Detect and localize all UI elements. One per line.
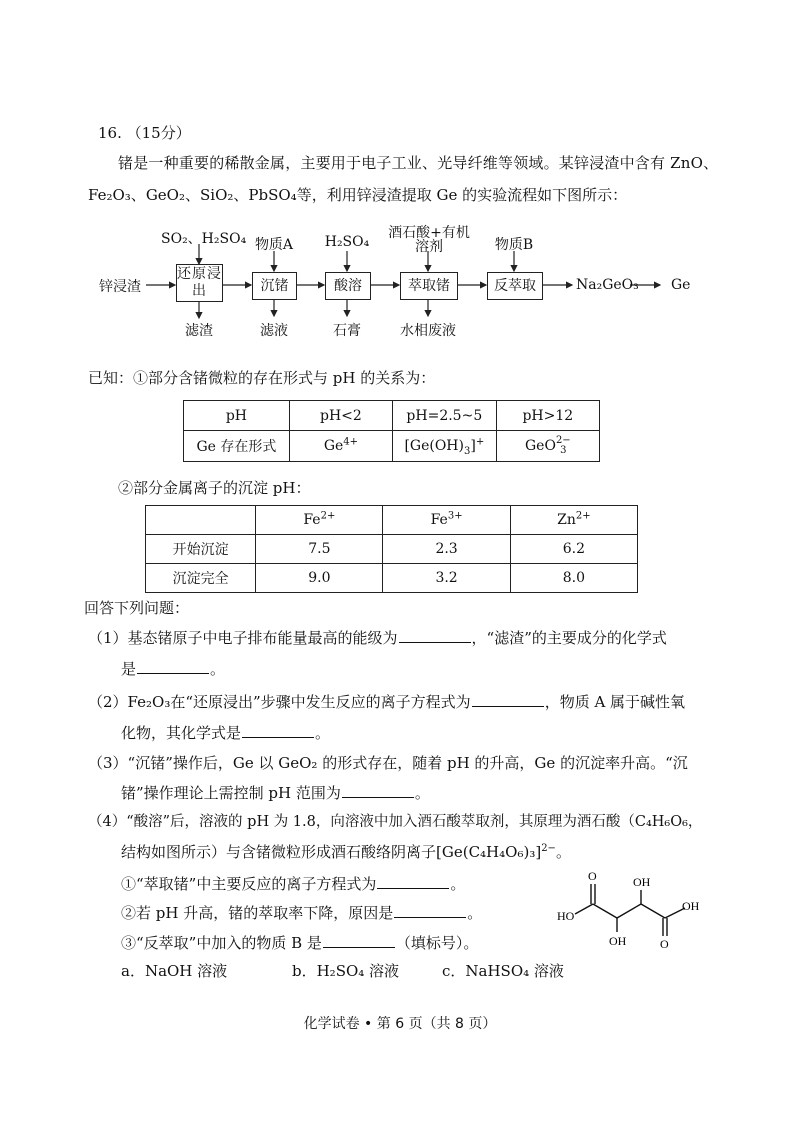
table-cell: [510, 506, 637, 535]
flow-start: 锌浸渣: [99, 279, 141, 295]
species-charge: 4+: [343, 436, 359, 448]
species-charge: +: [475, 436, 485, 448]
table-cell: pH>12: [496, 401, 599, 431]
period: 。: [450, 875, 466, 893]
q4-sub1: [121, 874, 465, 893]
flow-product-na2geo3: Na₂GeO₃: [576, 277, 639, 293]
species-base: Ge: [323, 438, 344, 454]
species-base: GeO: [524, 438, 556, 454]
structure-label-ho: HO: [557, 909, 575, 923]
q4-charge: 2−: [541, 843, 556, 854]
table-cell: [289, 431, 392, 462]
table-cell: [146, 506, 256, 535]
table-cell: 沉淀完全: [146, 564, 256, 593]
species-subscript: 3: [463, 445, 471, 457]
q3-line2: [121, 783, 430, 802]
species-base: [Ge(OH): [404, 438, 464, 454]
formula-geo2: GeO₂: [145, 186, 185, 204]
formula-fe2o3: Fe₂O₃: [88, 186, 131, 204]
q2-index: （2）: [88, 693, 128, 711]
flow-step-extract-ge: 萃取锗: [400, 272, 458, 300]
question-index: 16.: [98, 124, 122, 142]
q1-line1: [88, 628, 667, 647]
table-row: [146, 564, 638, 593]
separator: 、: [130, 186, 146, 204]
tartaric-acid-structure: [545, 862, 715, 957]
q3-line1: （3）“沉锗”操作后，Ge 以 GeO₂ 的形式存在，随着 pH 的升高，Ge 的沉淀率升高。“沉: [88, 754, 688, 772]
q4-sub3-tail: （填标号）。: [395, 934, 479, 952]
species-bracket: ]: [470, 438, 476, 454]
period: 。: [315, 724, 331, 742]
q4-line2: [121, 843, 571, 861]
flow-arrows: [0, 0, 800, 360]
q2-text-b: 在“还原浸出”步骤中发生反应的离子方程式为: [170, 693, 471, 711]
ion-charge: 2+: [320, 510, 336, 522]
flow-output-step2: 滤液: [260, 323, 288, 339]
period: 。: [414, 784, 430, 802]
formula-fe2o3: Fe₂O₃: [127, 693, 171, 711]
q4-sub2-answer-blank[interactable]: [394, 903, 466, 918]
table-cell: pH<2: [289, 401, 392, 431]
intro-tail: 等，利用锌浸渣提取 Ge 的实验流程如下图所示：: [296, 186, 628, 204]
flow-step-reduce-leach: 还原浸出: [176, 264, 223, 302]
structure-label-oh1: OH: [633, 875, 651, 889]
q4-line1: （4）“酸溶”后，溶液的 pH 为 1.8，向溶液中加入酒石酸萃取剂，其原理为酒石酸（C₄H₆O₆，: [88, 814, 703, 830]
table-cell: 8.0: [510, 564, 637, 593]
q1-line2: [121, 659, 225, 678]
q1-text-a: （1）基态锗原子中电子排布能量最高的能级为: [88, 629, 398, 647]
period: 。: [210, 660, 226, 678]
known-intro-2: ②部分金属离子的沉淀 pH：: [118, 479, 311, 497]
ion-symbol: Fe: [303, 512, 321, 528]
q2-line2: [121, 723, 330, 742]
q4-sub1-text: ①“萃取锗”中主要反应的离子方程式为: [121, 875, 377, 893]
structure-label-oh3: OH: [682, 899, 700, 913]
table-cell: [383, 506, 510, 535]
page-footer: 化学试卷 • 第 6 页（共 8 页）: [303, 1016, 497, 1032]
separator: 、: [233, 186, 249, 204]
structure-label-o1: O: [588, 869, 597, 883]
q4-sub1-answer-blank[interactable]: [377, 874, 449, 889]
q1-answer-blank-1[interactable]: [399, 628, 471, 643]
intro-line-1: 锗是一种重要的稀散金属，主要用于电子工业、光导纤维等领域。某锌浸渣中含有 ZnO、: [118, 154, 719, 172]
table-cell: 6.2: [510, 535, 637, 564]
table-row: [146, 506, 638, 535]
flow-step-back-extract: 反萃取: [487, 272, 543, 300]
formula-pbso4: PbSO₄: [248, 186, 297, 204]
answer-intro: 回答下列问题：: [84, 599, 190, 617]
q2-text-c: ，物质 A 属于碱性氧: [544, 693, 686, 711]
known-intro: 已知：①部分含锗微粒的存在形式与 pH 的关系为：: [88, 369, 436, 387]
formula-sio2: SiO₂: [200, 186, 234, 204]
species-sub-sup: [556, 436, 571, 456]
q2-text-d: 化物，其化学式是: [121, 724, 242, 742]
table-row: [184, 431, 600, 462]
ge-species-table: [183, 400, 600, 462]
question-score: （15分）: [126, 124, 191, 142]
q4-sub2-text: ②若 pH 升高，锗的萃取率下降，原因是: [121, 904, 394, 922]
table-cell: 3.2: [383, 564, 510, 593]
period: 。: [555, 843, 571, 861]
ion-charge: 2+: [575, 510, 591, 522]
structure-bonds: [575, 884, 685, 936]
species-subscript: 3: [560, 445, 567, 456]
option-b: b．H₂SO₄ 溶液: [292, 962, 400, 980]
species-charge: 2−: [555, 435, 571, 446]
flow-input-step4-line2: 溶剂: [415, 239, 443, 255]
precipitation-ph-table: [145, 505, 638, 593]
q1-text-b: ，“滤渣”的主要成分的化学式: [471, 629, 667, 647]
structure-label-o2: O: [660, 937, 669, 951]
table-cell: [393, 431, 497, 462]
q3-text-b: 锗”操作理论上需控制 pH 范围为: [121, 784, 341, 802]
table-cell: Ge 存在形式: [184, 431, 290, 462]
table-cell: pH=2.5~5: [393, 401, 497, 431]
q1-text-c: 是: [121, 660, 137, 678]
flow-input-step4-line1: 酒石酸+有机: [388, 225, 470, 241]
q1-answer-blank-2[interactable]: [137, 659, 209, 674]
q4-sub2: [121, 903, 482, 922]
table-cell: [256, 506, 383, 535]
q4-sub3: [121, 933, 478, 952]
table-row: [184, 401, 600, 431]
q4-text-b: 结构如图所示）与含锗微粒形成酒石酸络阴离子[Ge(C₄H₄O₆)₃]: [121, 843, 542, 861]
flow-output-step4: 水相废液: [400, 323, 456, 339]
separator: 、: [184, 186, 200, 204]
ion-symbol: Fe: [430, 512, 448, 528]
flow-input-step1: SO₂、H₂SO₄: [161, 231, 247, 247]
flow-input-step5: 物质B: [494, 237, 534, 253]
q2-answer-blank-2[interactable]: [242, 723, 314, 738]
q4-sub3-answer-blank[interactable]: [323, 933, 395, 948]
table-cell: 7.5: [256, 535, 383, 564]
table-cell: 9.0: [256, 564, 383, 593]
table-cell: pH: [184, 401, 290, 431]
option-c: c．NaHSO₄ 溶液: [442, 962, 564, 980]
q4-sub3-text: ③“反萃取”中加入的物质 B 是: [121, 934, 322, 952]
q2-line1: [88, 692, 685, 711]
period: 。: [467, 904, 483, 922]
table-cell: [496, 431, 599, 462]
q2-answer-blank-1[interactable]: [472, 692, 544, 707]
ion-charge: 3+: [447, 510, 463, 522]
flow-output-step1: 滤渣: [185, 323, 213, 339]
table-cell: 2.3: [383, 535, 510, 564]
q3-answer-blank[interactable]: [342, 783, 414, 798]
flow-input-step3: H₂SO₄: [324, 234, 370, 250]
flow-step-precipitate-ge: 沉锗: [252, 272, 297, 300]
flow-input-step2: 物质A: [254, 237, 294, 253]
option-a: a．NaOH 溶液: [121, 962, 228, 980]
flow-output-step3: 石膏: [333, 323, 361, 339]
structure-label-oh2: OH: [609, 934, 627, 948]
table-row: [146, 535, 638, 564]
flow-product-ge: Ge: [671, 277, 691, 293]
table-cell: 开始沉淀: [146, 535, 256, 564]
ion-symbol: Zn: [557, 512, 576, 528]
flow-step-acid-dissolve: 酸溶: [325, 272, 371, 300]
